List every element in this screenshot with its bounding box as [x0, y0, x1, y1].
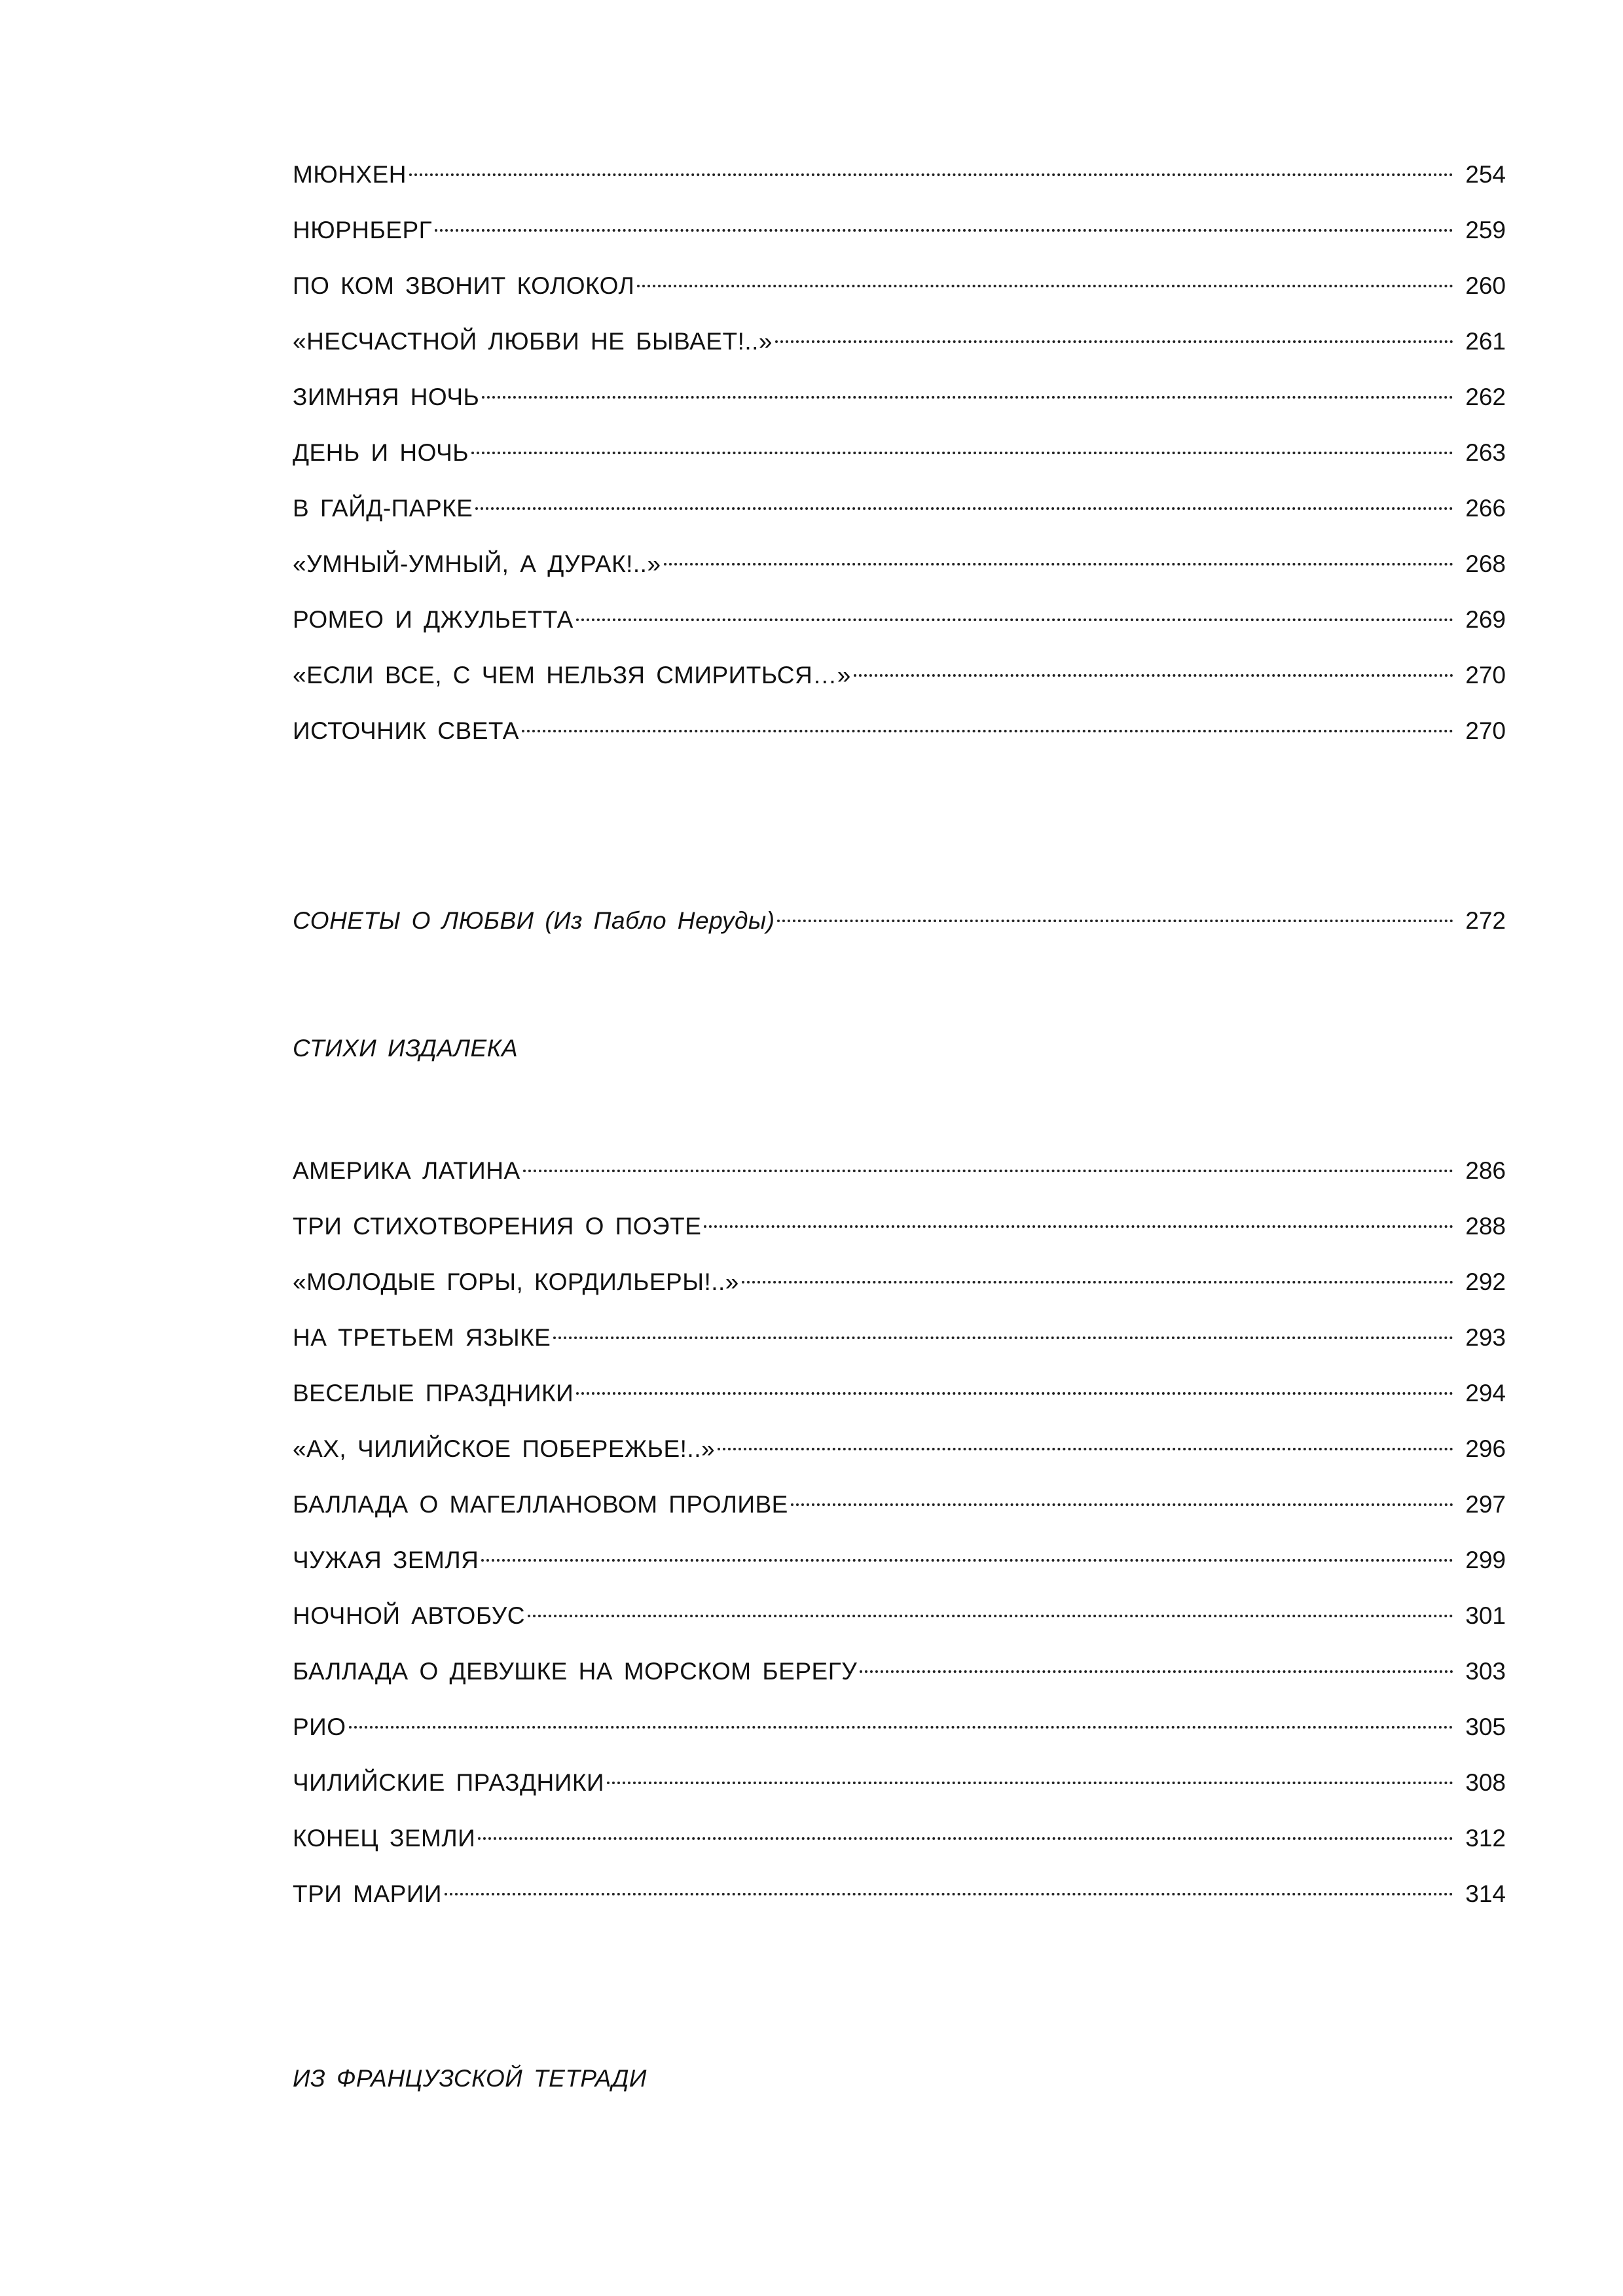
toc-leader-dots — [718, 1448, 1453, 1450]
toc-leader-dots — [775, 340, 1453, 343]
toc-entry — [293, 1254, 1506, 1310]
toc-list-part2 — [293, 1143, 1506, 1922]
toc-entry-page: 261 — [1465, 328, 1506, 355]
toc-entry-page: 254 — [1465, 161, 1506, 188]
toc-leader-dots — [481, 1559, 1453, 1562]
toc-leader-dots — [482, 396, 1453, 399]
toc-entry-title: СОНЕТЫ О ЛЮБВИ (Из Пабло Неруды) — [293, 907, 775, 934]
toc-leader-dots — [607, 1782, 1453, 1784]
toc-entry-page: 308 — [1465, 1769, 1506, 1796]
toc-leader-dots — [445, 1893, 1453, 1895]
toc-entry-title: РОМЕО И ДЖУЛЬЕТТА — [293, 606, 574, 633]
toc-entry — [293, 1699, 1506, 1755]
toc-entry-page: 314 — [1465, 1880, 1506, 1907]
toc-entry-title: «МОЛОДЫЕ ГОРЫ, КОРДИЛЬЕРЫ!..» — [293, 1268, 739, 1295]
toc-entry — [293, 1421, 1506, 1477]
toc-leader-dots — [528, 1615, 1453, 1617]
toc-entry-title: НОЧНОЙ АВТОБУС — [293, 1602, 525, 1629]
toc-entry — [293, 1532, 1506, 1588]
toc-entry — [293, 1643, 1506, 1699]
toc-leader-dots — [471, 452, 1453, 454]
toc-entry — [293, 314, 1506, 369]
toc-entry — [293, 1810, 1506, 1866]
toc-leader-dots — [478, 1837, 1453, 1840]
toc-entry — [293, 1198, 1506, 1254]
toc-entry-page: 262 — [1465, 384, 1506, 410]
toc-entry — [293, 1143, 1506, 1198]
toc-entry-title: БАЛЛАДА О МАГЕЛЛАНОВОМ ПРОЛИВЕ — [293, 1491, 788, 1518]
toc-entry — [293, 425, 1506, 480]
toc-entry — [293, 1588, 1506, 1643]
toc-entry-title: РИО — [293, 1713, 346, 1740]
toc-entry — [293, 536, 1506, 592]
toc-entry-title: НА ТРЕТЬЕМ ЯЗЫКЕ — [293, 1324, 551, 1351]
toc-leader-dots — [475, 507, 1453, 510]
toc-leader-dots — [742, 1281, 1453, 1283]
toc-entry — [293, 369, 1506, 425]
toc-entry-page: 260 — [1465, 272, 1506, 299]
toc-entry-title: ИСТОЧНИК СВЕТА — [293, 717, 519, 744]
toc-leader-dots — [435, 229, 1453, 232]
toc-list-part1 — [293, 147, 1506, 759]
toc-leader-dots — [576, 619, 1453, 621]
toc-entry — [293, 647, 1506, 703]
toc-leader-dots — [791, 1503, 1453, 1506]
toc-entry — [293, 480, 1506, 536]
toc-entry-title: ТРИ СТИХОТВОРЕНИЯ О ПОЭТЕ — [293, 1213, 702, 1240]
toc-leader-dots — [664, 563, 1453, 565]
toc-leader-dots — [523, 1170, 1453, 1172]
toc-entry-title: АМЕРИКА ЛАТИНА — [293, 1157, 520, 1184]
toc-entry-page: 270 — [1465, 662, 1506, 689]
toc-entry-page: 286 — [1465, 1157, 1506, 1184]
toc-entry-page: 312 — [1465, 1825, 1506, 1852]
toc-leader-dots — [777, 920, 1453, 922]
toc-entry-title: БАЛЛАДА О ДЕВУШКЕ НА МОРСКОМ БЕРЕГУ — [293, 1658, 858, 1685]
toc-leader-dots — [522, 730, 1453, 732]
toc-entry-page: 292 — [1465, 1268, 1506, 1295]
toc-entry — [293, 1310, 1506, 1365]
toc-leader-dots — [637, 285, 1453, 287]
toc-entry-title: ЧУЖАЯ ЗЕМЛЯ — [293, 1547, 479, 1573]
toc-leader-dots — [860, 1670, 1453, 1673]
toc-entry — [293, 1866, 1506, 1922]
toc-entry — [293, 1755, 1506, 1810]
toc-entry-title: НЮРНБЕРГ — [293, 217, 433, 243]
toc-leader-dots — [349, 1726, 1453, 1729]
toc-entry-title: ЧИЛИЙСКИЕ ПРАЗДНИКИ — [293, 1769, 604, 1796]
toc-entry-title: В ГАЙД-ПАРКЕ — [293, 495, 473, 522]
toc-entry-page: 293 — [1465, 1324, 1506, 1351]
toc-entry — [293, 1365, 1506, 1421]
toc-entry-page: 266 — [1465, 495, 1506, 522]
toc-entry-page: 297 — [1465, 1491, 1506, 1518]
toc-entry-page: 272 — [1465, 907, 1506, 934]
toc-entry-page: 301 — [1465, 1602, 1506, 1629]
toc-leader-dots — [704, 1225, 1453, 1228]
toc-entry-page: 305 — [1465, 1713, 1506, 1740]
toc-leader-dots — [553, 1336, 1453, 1339]
toc-entry-page: 259 — [1465, 217, 1506, 243]
toc-entry — [293, 703, 1506, 759]
toc-entry-page: 270 — [1465, 717, 1506, 744]
toc-sonnets — [293, 893, 1506, 948]
toc-leader-dots — [409, 173, 1453, 176]
toc-entry — [293, 202, 1506, 258]
toc-entry — [293, 893, 1506, 948]
toc-entry-page: 263 — [1465, 439, 1506, 466]
toc-entry-title: «АХ, ЧИЛИЙСКОЕ ПОБЕРЕЖЬЕ!..» — [293, 1435, 716, 1462]
toc-entry — [293, 147, 1506, 202]
toc-leader-dots — [854, 674, 1453, 677]
toc-entry-title: ЗИМНЯЯ НОЧЬ — [293, 384, 480, 410]
toc-entry-page: 299 — [1465, 1547, 1506, 1573]
toc-entry-page: 268 — [1465, 550, 1506, 577]
toc-entry-title: КОНЕЦ ЗЕМЛИ — [293, 1825, 476, 1852]
toc-entry-title: ТРИ МАРИИ — [293, 1880, 443, 1907]
toc-entry-title: «НЕСЧАСТНОЙ ЛЮБВИ НЕ БЫВАЕТ!..» — [293, 328, 773, 355]
toc-leader-dots — [576, 1392, 1453, 1395]
toc-entry-page: 269 — [1465, 606, 1506, 633]
toc-entry-title: ДЕНЬ И НОЧЬ — [293, 439, 469, 466]
toc-entry-page: 288 — [1465, 1213, 1506, 1240]
toc-entry — [293, 258, 1506, 314]
toc-entry-title: ПО КОМ ЗВОНИТ КОЛОКОЛ — [293, 272, 635, 299]
toc-entry-page: 296 — [1465, 1435, 1506, 1462]
section-heading: ИЗ ФРАНЦУЗСКОЙ ТЕТРАДИ — [293, 2065, 647, 2092]
toc-entry — [293, 1477, 1506, 1532]
toc-entry-page: 303 — [1465, 1658, 1506, 1685]
toc-entry-page: 294 — [1465, 1380, 1506, 1407]
toc-entry-title: «ЕСЛИ ВСЕ, С ЧЕМ НЕЛЬЗЯ СМИРИТЬСЯ…» — [293, 662, 851, 689]
section-heading: СТИХИ ИЗДАЛЕКА — [293, 1035, 519, 1062]
toc-entry-title: ВЕСЕЛЫЕ ПРАЗДНИКИ — [293, 1380, 574, 1407]
toc-entry-title: МЮНХЕН — [293, 161, 407, 188]
toc-entry-title: «УМНЫЙ-УМНЫЙ, А ДУРАК!..» — [293, 550, 661, 577]
toc-entry — [293, 592, 1506, 647]
